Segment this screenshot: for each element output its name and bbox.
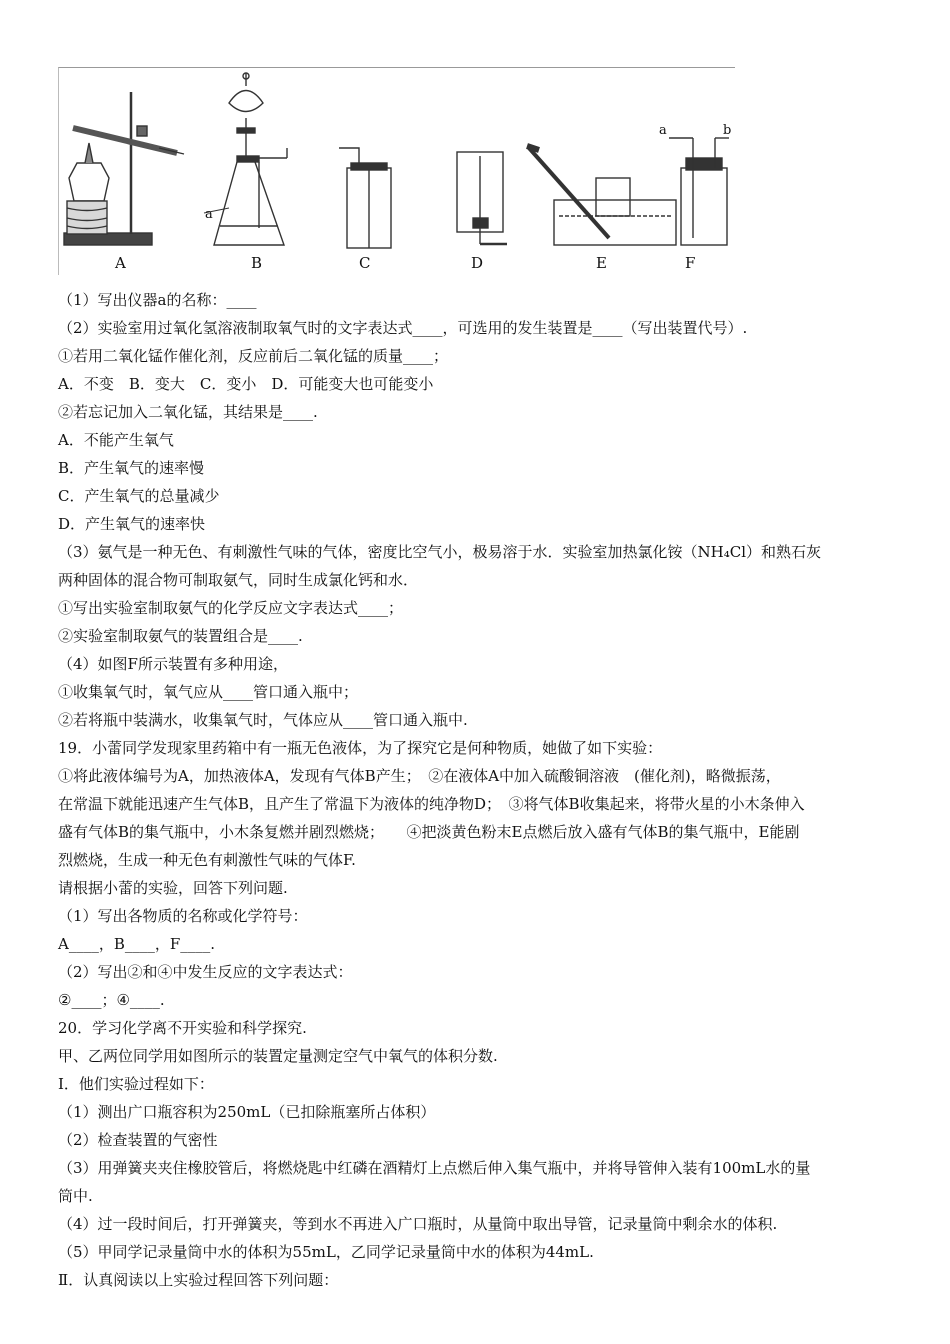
label-c: C: [359, 254, 371, 272]
text-line: 请根据小蕾的实验，回答下列问题.: [58, 879, 288, 897]
apparatus-b: [204, 73, 287, 245]
text-line: ②实验室制取氨气的装置组合是____.: [58, 627, 303, 645]
text-line: B．产生氧气的速率慢: [58, 459, 205, 477]
text-line: C．产生氧气的总量减少: [58, 487, 220, 505]
label-b: B: [251, 254, 263, 272]
apparatus-a: [64, 92, 184, 245]
text-line: A．不变 B．变大 C．变小 D．可能变大也可能变小: [58, 375, 434, 393]
text-line: 甲、乙两位同学用如图所示的装置定量测定空气中氧气的体积分数.: [58, 1047, 498, 1065]
marker-f-b: b: [723, 123, 732, 138]
text-line: A．不能产生氧气: [58, 431, 174, 449]
text-line: （5）甲同学记录量筒中水的体积为55mL，乙同学记录量筒中水的体积为44mL.: [58, 1243, 594, 1261]
text-line: ①若用二氧化锰作催化剂，反应前后二氧化锰的质量____；: [58, 347, 449, 365]
text-line: （1）写出仪器a的名称：____: [58, 291, 257, 309]
marker-a-b: a: [205, 207, 213, 222]
label-e: E: [596, 254, 607, 272]
text-line: （1）测出广口瓶容积为250mL（已扣除瓶塞所占体积）: [58, 1103, 436, 1121]
text-line: I．他们实验过程如下：: [58, 1075, 214, 1093]
text-line: （1）写出各物质的名称或化学符号：: [58, 907, 308, 925]
label-f: F: [685, 254, 696, 272]
text-line: 盛有气体B的集气瓶中，小木条复燃并剧烈燃烧； ④把淡黄色粉末E点燃后放入盛有气体B的集气瓶中，E能剧: [58, 823, 800, 841]
text-line: ①将此液体编号为A，加热液体A，发现有气体B产生； ②在液体A中加入硫酸铜溶液 (催化剂)，略微振荡，: [58, 767, 781, 785]
question-text: [58, 286, 898, 1294]
label-a: A: [115, 254, 126, 272]
text-line: （3）氨气是一种无色、有刺激性气味的气体，密度比空气小，极易溶于水．实验室加热氯化铵（NH₄Cl）和熟石灰: [58, 543, 822, 561]
apparatus-f: [669, 138, 729, 245]
text-line: ②____；④____.: [58, 991, 165, 1009]
text-line: 两种固体的混合物可制取氨气，同时生成氯化钙和水．: [58, 571, 419, 589]
text-line: 19．小蕾同学发现家里药箱中有一瓶无色液体，为了探究它是何种物质，她做了如下实验：: [58, 739, 663, 757]
text-line: A____，B____，F____.: [58, 935, 216, 953]
text-line: （2）检查装置的气密性: [58, 1131, 218, 1149]
text-line: 20．学习化学离不开实验和科学探究.: [58, 1019, 307, 1037]
text-line: ①收集氧气时，氧气应从____管口通入瓶中；: [58, 683, 359, 701]
text-line: ①写出实验室制取氨气的化学反应文字表达式____；: [58, 599, 404, 617]
text-line: （4）过一段时间后，打开弹簧夹，等到水不再进入广口瓶时，从量筒中取出导管，记录量筒中剩余水的体积.: [58, 1215, 778, 1233]
text-line: （2）写出②和④中发生反应的文字表达式：: [58, 963, 353, 981]
apparatus-d: [457, 152, 507, 244]
apparatus-c: [339, 148, 391, 248]
text-line: 在常温下就能迅速产生气体B，且产生了常温下为液体的纯净物D； ③将气体B收集起来，将带火星的小木条伸入: [58, 795, 805, 813]
text-line: D．产生氧气的速率快: [58, 515, 206, 533]
text-line: （4）如图F所示装置有多种用途，: [58, 655, 288, 673]
apparatus-figure: [58, 67, 735, 275]
text-line: （3）用弹簧夹夹住橡胶管后，将燃烧匙中红磷在酒精灯上点燃后伸入集气瓶中，并将导管伸入装有100mL水的量: [58, 1159, 811, 1177]
text-line: （2）实验室用过氧化氢溶液制取氧气时的文字表达式____，可选用的发生装置是____（写出装置代号）.: [58, 319, 748, 337]
text-line: 烈燃烧，生成一种无色有刺激性气味的气体F.: [58, 851, 356, 869]
text-line: ②若忘记加入二氧化锰，其结果是____.: [58, 403, 318, 421]
text-line: Ⅱ．认真阅读以上实验过程回答下列问题：: [58, 1271, 339, 1289]
text-line: ②若将瓶中装满水，收集氧气时，气体应从____管口通入瓶中.: [58, 711, 468, 729]
apparatus-e: [527, 146, 676, 245]
text-line: 筒中.: [58, 1187, 93, 1205]
marker-f-a: a: [659, 123, 667, 138]
label-d: D: [471, 254, 484, 272]
